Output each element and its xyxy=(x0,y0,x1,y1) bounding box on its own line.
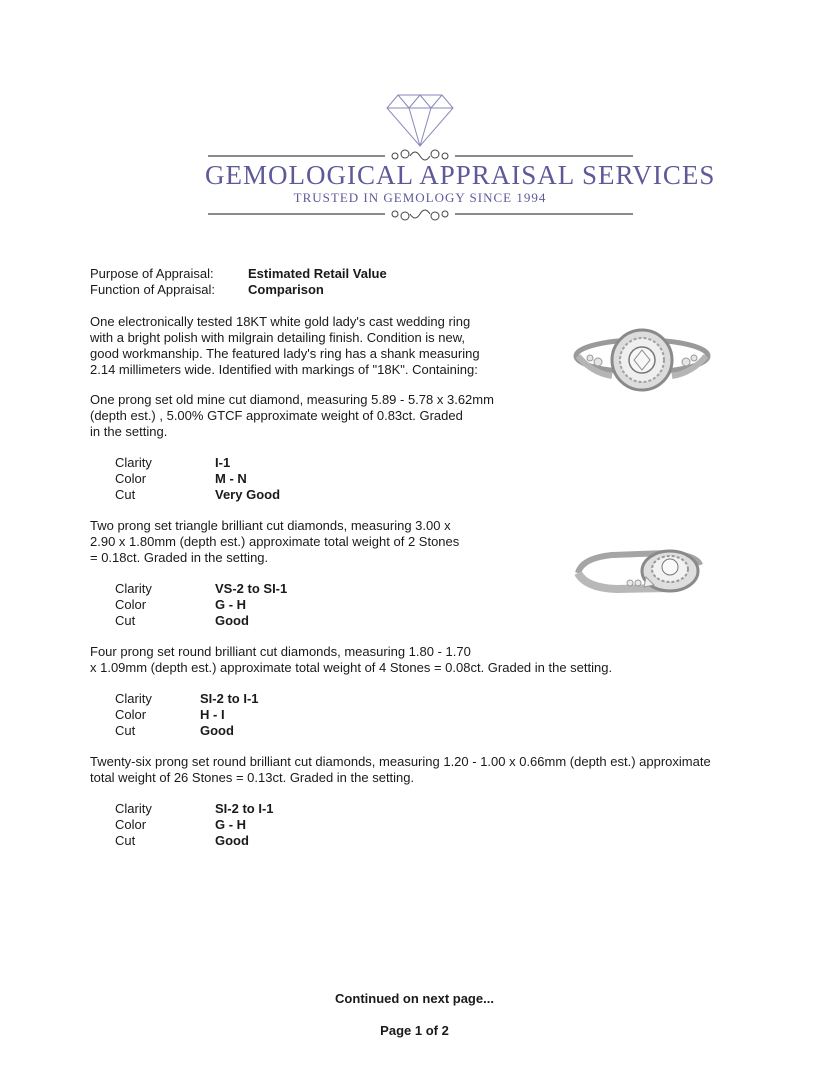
cut-label: Cut xyxy=(115,613,136,628)
page-number: Page 1 of 2 xyxy=(380,1023,449,1038)
cut-value: Very Good xyxy=(215,487,281,502)
cut-value: Good xyxy=(215,613,249,628)
color-value: H - I xyxy=(200,707,225,722)
function-value: Comparison xyxy=(248,282,324,297)
clarity-label: Clarity xyxy=(115,801,152,816)
stone-line: Four prong set round brilliant cut diamonds, measuring 1.80 - 1.70 xyxy=(90,644,471,659)
stone-line: Twenty-six prong set round brilliant cut diamonds, measuring 1.20 - 1.00 x 0.66mm (depth est.) approximate xyxy=(90,754,711,769)
company-name: GEMOLOGICAL APPRAISAL SERVICES xyxy=(205,160,716,190)
ring-top-icon xyxy=(572,318,712,408)
stone-2-description xyxy=(90,518,550,566)
ring-side-icon xyxy=(572,533,712,623)
stone-line: One prong set old mine cut diamond, measuring 5.89 - 5.78 x 3.62mm xyxy=(90,392,494,407)
cut-label: Cut xyxy=(115,487,136,502)
purpose-value: Estimated Retail Value xyxy=(248,266,387,281)
function-label: Function of Appraisal: xyxy=(90,282,216,297)
clarity-value: VS-2 to SI-1 xyxy=(215,581,288,596)
company-tagline: TRUSTED IN GEMOLOGY SINCE 1994 xyxy=(293,190,547,205)
clarity-value: SI-2 to I-1 xyxy=(200,691,259,706)
stone-line: total weight of 26 Stones = 0.13ct. Graded in the setting. xyxy=(90,770,415,785)
cut-label: Cut xyxy=(115,723,136,738)
color-value: G - H xyxy=(215,817,247,832)
ring-photo-side xyxy=(572,533,712,623)
stone-line: (depth est.) , 5.00% GTCF approximate weight of 0.83ct. Graded xyxy=(90,408,463,423)
clarity-label: Clarity xyxy=(115,691,152,706)
color-value: G - H xyxy=(215,597,247,612)
ring-description xyxy=(90,314,550,378)
description-line: good workmanship. The featured lady's ring has a shank measuring xyxy=(90,346,480,361)
stone-1-description xyxy=(90,392,550,440)
stone-line: = 0.18ct. Graded in the setting. xyxy=(90,550,269,565)
stone-line: Two prong set triangle brilliant cut diamonds, measuring 3.00 x xyxy=(90,518,451,533)
cut-value: Good xyxy=(215,833,249,848)
stone-3-description xyxy=(90,644,740,676)
cut-label: Cut xyxy=(115,833,136,848)
purpose-label: Purpose of Appraisal: xyxy=(90,266,214,281)
stone-line: 2.90 x 1.80mm (depth est.) approximate total weight of 2 Stones xyxy=(90,534,460,549)
clarity-label: Clarity xyxy=(115,581,152,596)
color-label: Color xyxy=(115,471,147,486)
stone-line: x 1.09mm (depth est.) approximate total weight of 4 Stones = 0.08ct. Graded in the setting. xyxy=(90,660,613,675)
company-logo xyxy=(205,88,716,228)
clarity-label: Clarity xyxy=(115,455,152,470)
color-label: Color xyxy=(115,597,147,612)
color-label: Color xyxy=(115,707,147,722)
stone-line: in the setting. xyxy=(90,424,168,439)
stone-4-description xyxy=(90,754,790,786)
description-line: One electronically tested 18KT white gold lady's cast wedding ring xyxy=(90,314,471,329)
description-line: with a bright polish with milgrain detailing finish. Condition is new, xyxy=(90,330,466,345)
description-line: 2.14 millimeters wide. Identified with markings of "18K". Containing: xyxy=(90,362,478,377)
color-label: Color xyxy=(115,817,147,832)
color-value: M - N xyxy=(215,471,247,486)
clarity-value: I-1 xyxy=(215,455,231,470)
ring-photo-top xyxy=(572,318,712,408)
continued-note: Continued on next page... xyxy=(335,991,494,1006)
clarity-value: SI-2 to I-1 xyxy=(215,801,274,816)
diamond-logo-icon xyxy=(205,88,716,228)
cut-value: Good xyxy=(200,723,234,738)
